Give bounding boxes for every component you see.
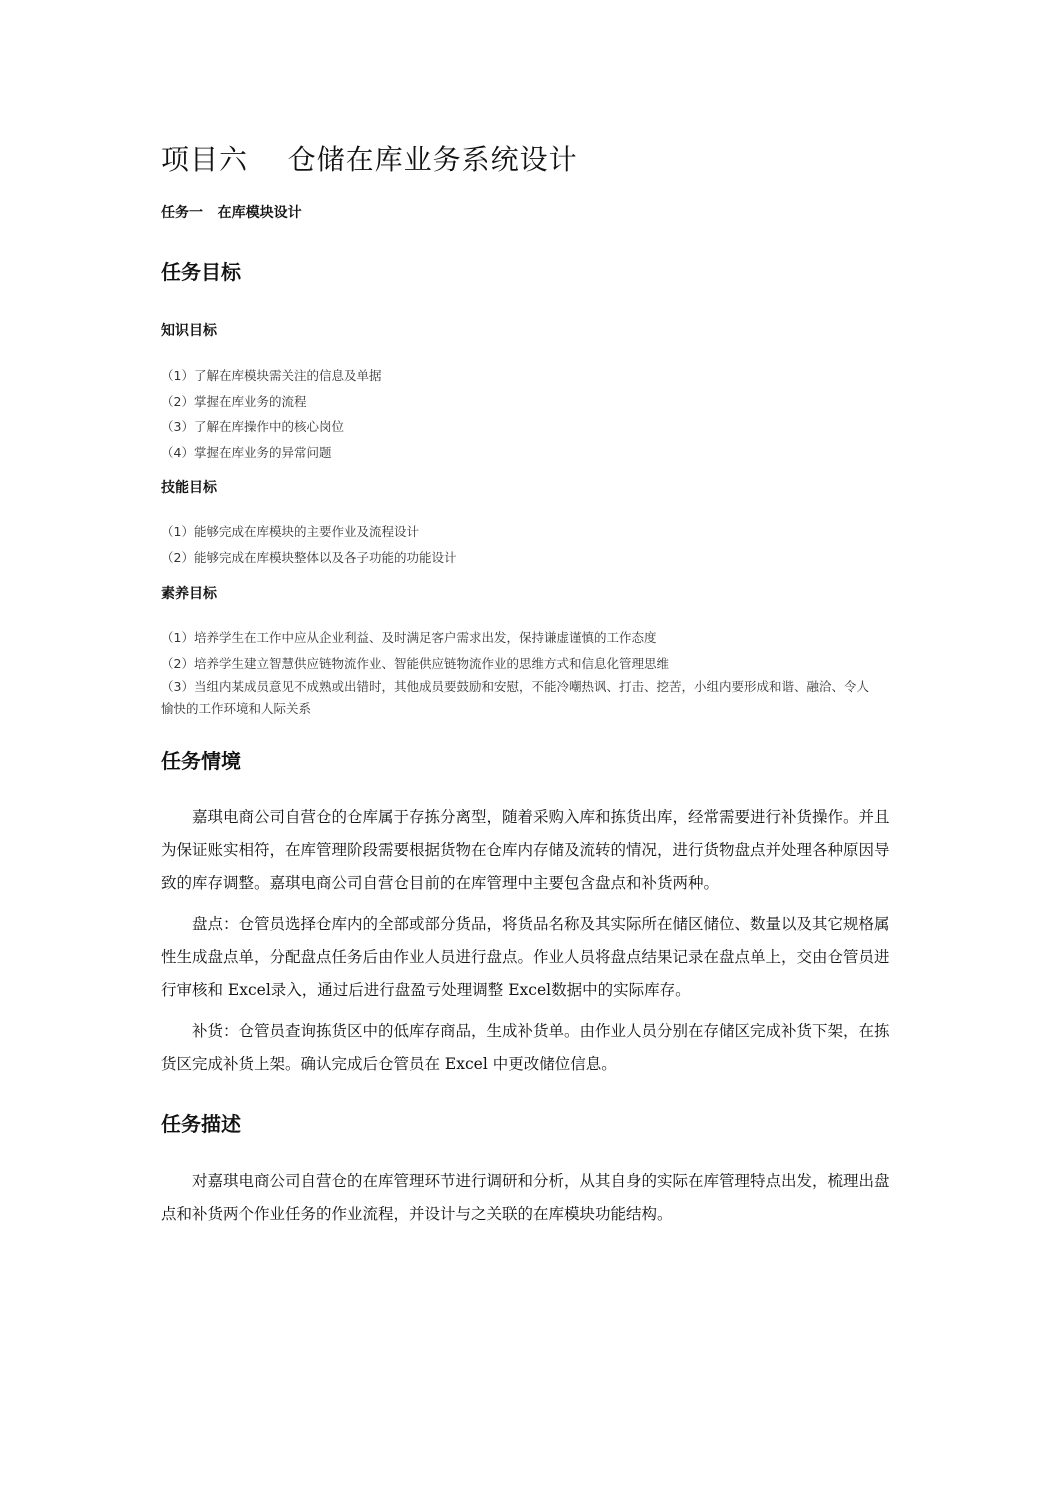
literacy-objectives-heading: 素养目标	[161, 586, 217, 602]
list-item: （1）能够完成在库模块的主要作业及流程设计	[161, 524, 419, 539]
objectives-heading: 任务目标	[161, 260, 241, 284]
description-heading: 任务描述	[161, 1112, 241, 1136]
list-item: （2）培养学生建立智慧供应链物流作业、智能供应链物流作业的思维方式和信息化管理思维	[161, 655, 669, 671]
list-item: （2）能够完成在库模块整体以及各子功能的功能设计	[161, 549, 457, 565]
list-item: （1）了解在库模块需关注的信息及单据	[161, 368, 382, 383]
list-item: （2）掌握在库业务的流程	[161, 393, 307, 409]
skill-objectives-list	[161, 519, 456, 570]
list-item: （3）了解在库操作中的核心岗位	[161, 419, 344, 434]
scenario-heading: 任务情境	[161, 749, 241, 773]
scenario-paragraph: 补货：仓管员查询拣货区中的低库存商品，生成补货单。由作业人员分别在存储区完成补货下架，在拣货区完成补货上架。确认完成后仓管员在 Excel 中更改储位信息。	[161, 1022, 890, 1073]
literacy-objectives-list	[161, 625, 881, 720]
list-item: （1）培养学生在工作中应从企业利益、及时满足客户需求出发，保持谦虚谨慎的工作态度	[161, 630, 657, 645]
list-item: （4）掌握在库业务的异常问题	[161, 444, 332, 460]
scenario-paragraph: 盘点：仓管员选择仓库内的全部或部分货品，将货品名称及其实际所在储区储位、数量以及其它规格属性生成盘点单，分配盘点任务后由作业人员进行盘点。作业人员将盘点结果记录在盘点单上，交由仓管员进行审核和 Excel录入，通过后进行盘盈亏处理调整 Excel数据中的实际库存。	[161, 915, 890, 999]
knowledge-objectives-heading: 知识目标	[161, 323, 217, 339]
task-title: 任务一 在库模块设计	[161, 205, 302, 221]
description-paragraph: 对嘉琪电商公司自营仓的在库管理环节进行调研和分析，从其自身的实际在库管理特点出发，梳理出盘点和补货两个作业任务的作业流程，并设计与之关联的在库模块功能结构。	[161, 1172, 890, 1223]
list-item: （3）当组内某成员意见不成熟或出错时，其他成员要鼓励和安慰，不能冷嘲热讽、打击、挖苦，小组内要形成和谐、融洽、令人愉快的工作环境和人际关系	[161, 679, 869, 716]
scenario-paragraph: 嘉琪电商公司自营仓的仓库属于存拣分离型，随着采购入库和拣货出库，经常需要进行补货操作。并且为保证账实相符，在库管理阶段需要根据货物在仓库内存储及流转的情况，进行货物盘点并处理各种原因导致的库存调整。嘉琪电商公司自营仓目前的在库管理中主要包含盘点和补货两种。	[161, 808, 890, 892]
skill-objectives-heading: 技能目标	[161, 480, 217, 496]
knowledge-objectives-list	[161, 363, 381, 465]
document-title: 项目六 仓储在库业务系统设计	[161, 143, 578, 176]
